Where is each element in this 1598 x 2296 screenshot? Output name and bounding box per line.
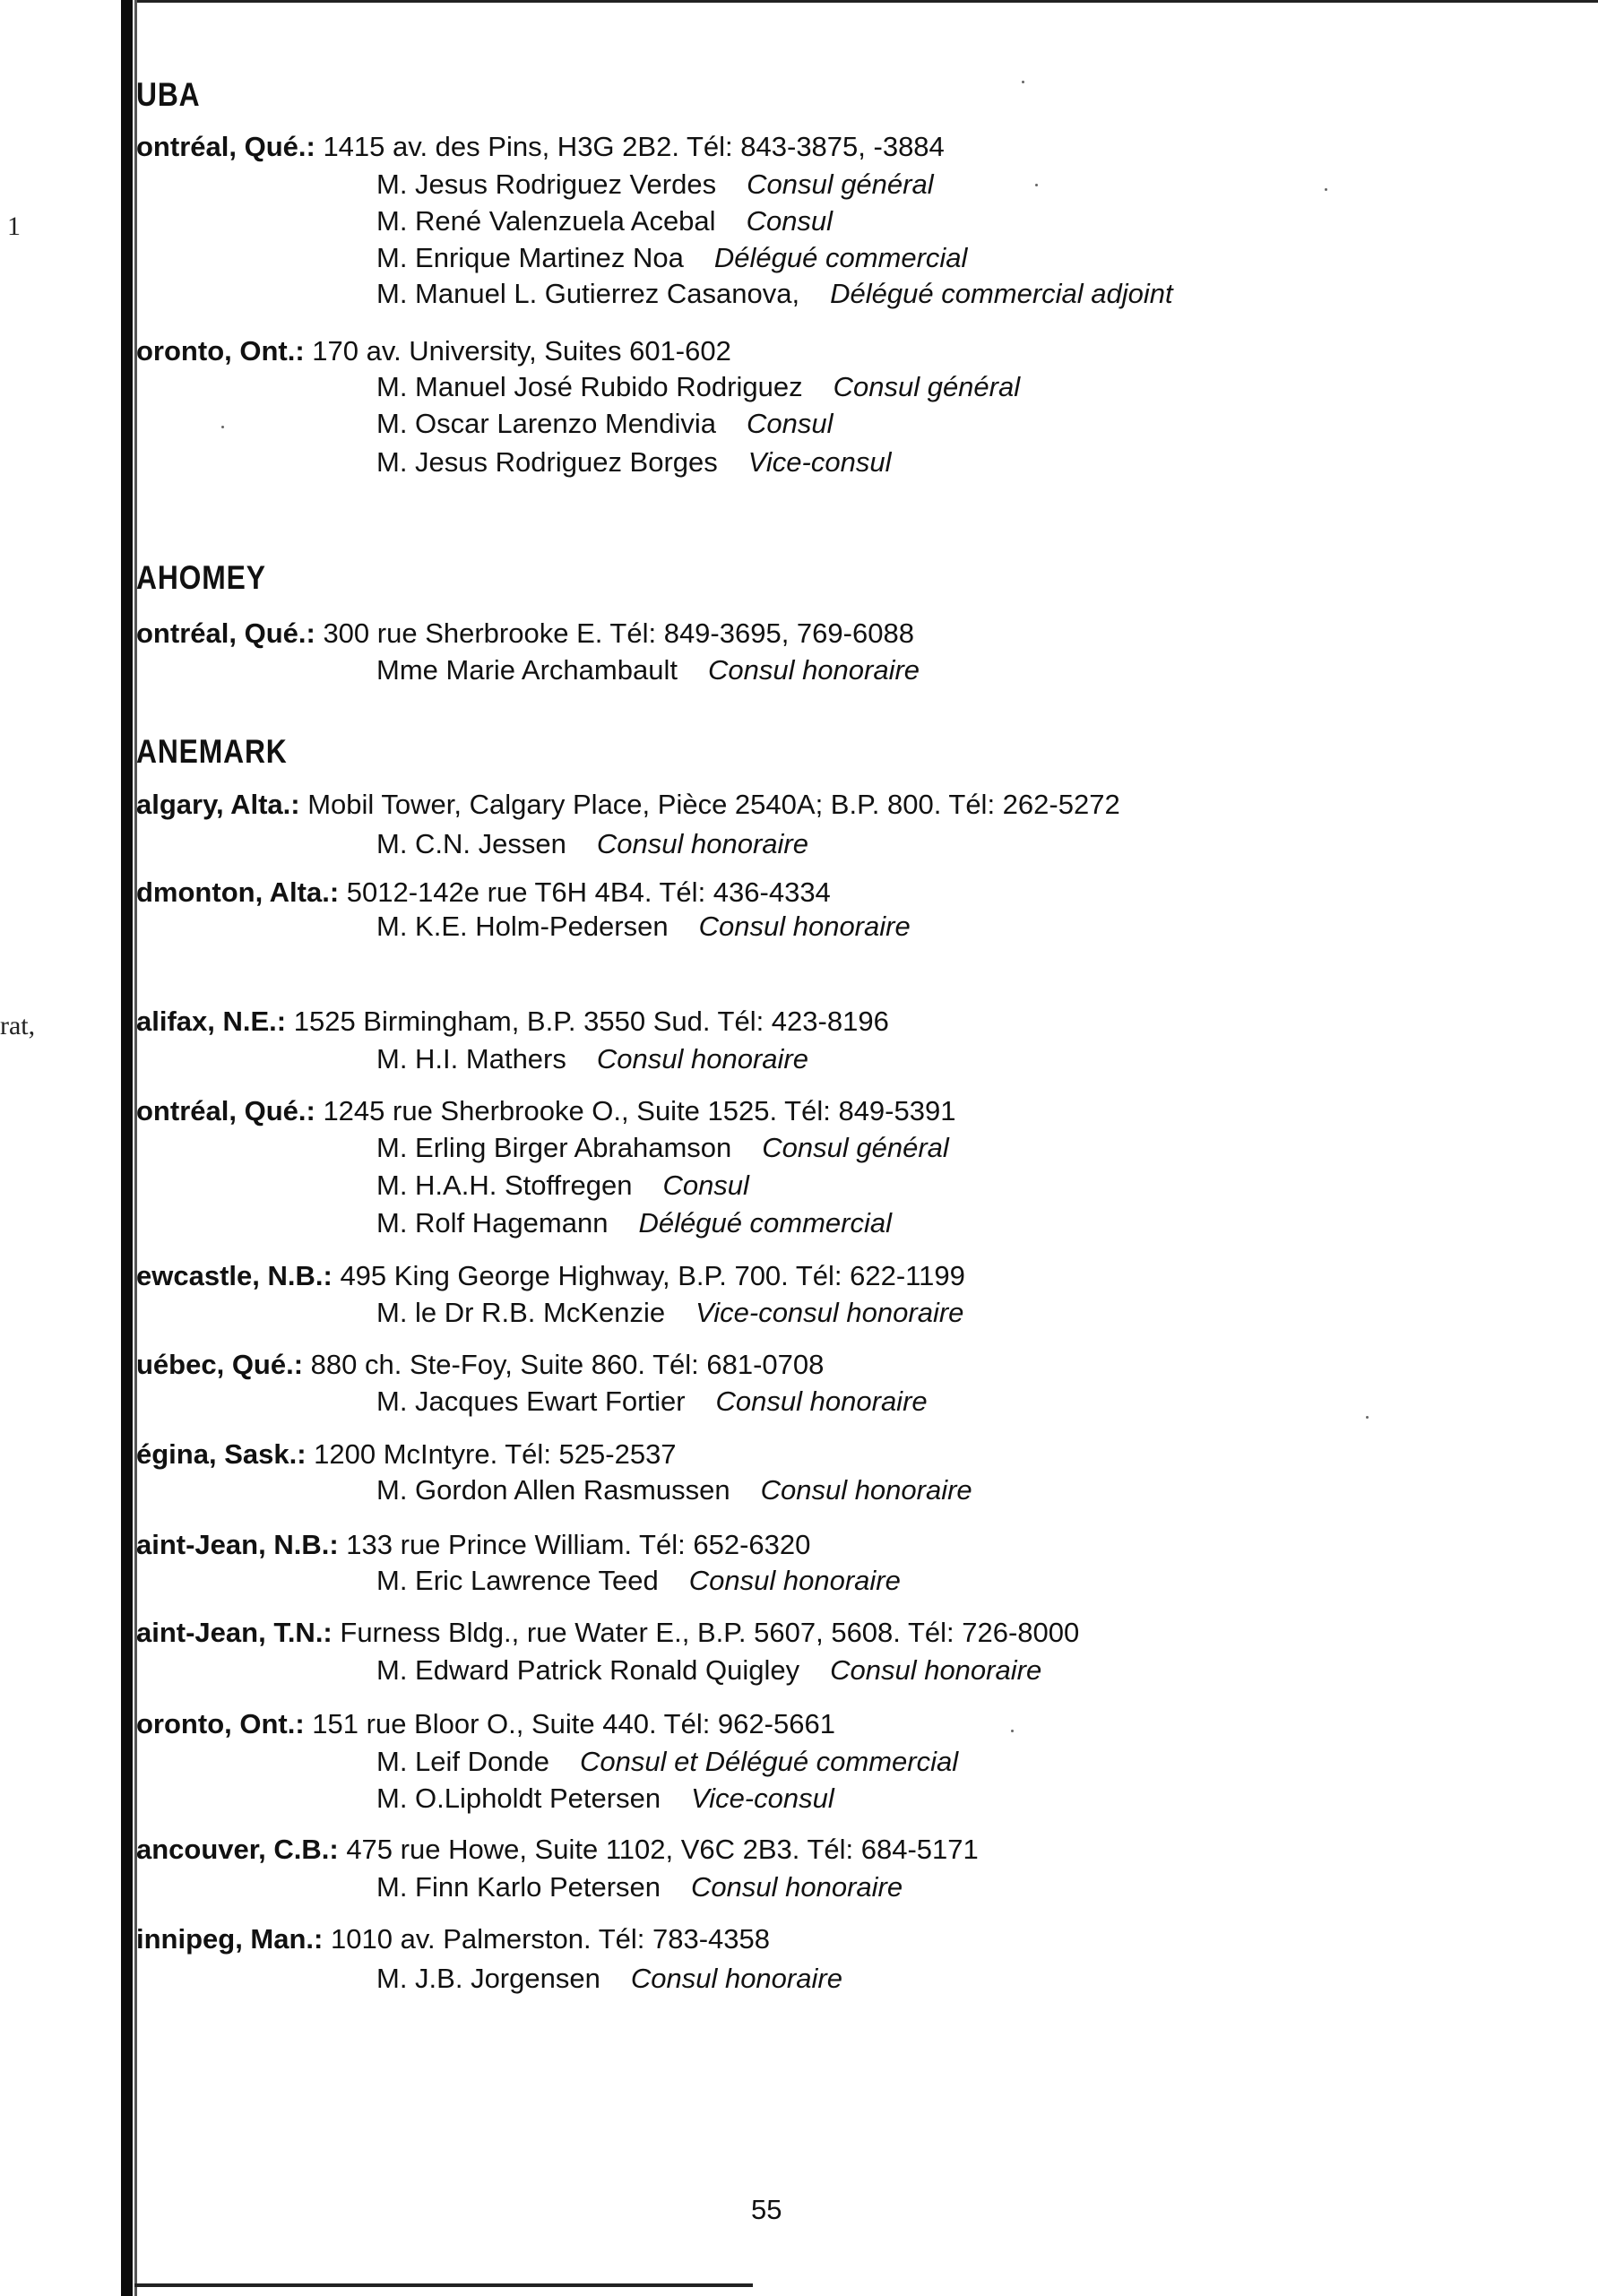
person-title: Consul [747,408,834,439]
person-title: Vice-consul [747,446,892,478]
person-title: Consul honoraire [760,1474,972,1506]
page-number: 55 [751,2194,782,2225]
location-address-line [136,1529,810,1561]
scan-speck [1325,188,1327,191]
person-title: Vice-consul honoraire [695,1297,964,1328]
person-name: M. H.I. Mathers [376,1043,566,1075]
person-title: Consul honoraire [596,1043,808,1075]
person-title: Consul honoraire [688,1565,901,1596]
person-entry [376,205,833,237]
location-city: oronto, Ont.: [136,335,305,367]
person-title: Vice-consul [691,1782,834,1814]
location-address: 1525 Birmingham, B.P. 3550 Sud. Tél: 423-8196 [293,1006,889,1037]
section-heading: ANEMARK [136,733,288,770]
person-title: Consul et Délégué commercial [580,1746,959,1777]
location-address-line [136,1834,979,1866]
person-title: Consul [662,1170,749,1201]
scan-speck [1035,184,1038,186]
person-title: Consul honoraire [691,1871,903,1903]
location-address: 495 King George Highway, B.P. 700. Tél: 622-1199 [340,1260,965,1291]
location-address: 5012-142e rue T6H 4B4. Tél: 436-4334 [346,876,831,908]
location-address-line [136,1006,889,1038]
person-entry [376,654,920,686]
margin-note: 1 [7,211,21,241]
person-name: M. Finn Karlo Petersen [376,1871,661,1903]
person-entry [376,1654,1041,1687]
location-address-line [136,1349,824,1381]
person-name: M. K.E. Holm-Pedersen [376,911,669,942]
bottom-edge-line [134,2283,753,2287]
location-address: 1010 av. Palmerston. Tél: 783-4358 [331,1923,770,1955]
location-address: 880 ch. Ste-Foy, Suite 860. Tél: 681-0708 [310,1349,825,1380]
person-entry [376,1565,901,1597]
person-name: M. Eric Lawrence Teed [376,1565,659,1596]
person-entry [376,1385,928,1418]
person-entry [376,1170,749,1202]
binding-shadow [121,0,133,2296]
person-title: Consul honoraire [596,828,808,859]
location-city: égina, Sask.: [136,1438,307,1470]
person-entry [376,828,808,860]
person-entry [376,1782,834,1815]
person-name: M. Leif Donde [376,1746,549,1777]
scan-speck [1366,1416,1369,1419]
location-city: ancouver, C.B.: [136,1834,339,1865]
person-title: Délégué commercial [713,242,968,273]
person-name: M. H.A.H. Stoffregen [376,1170,633,1201]
location-address-line [136,789,1120,821]
person-title: Consul honoraire [715,1385,928,1417]
person-name: M. Rolf Hagemann [376,1207,609,1239]
person-entry [376,1207,892,1239]
person-title: Consul honoraire [830,1654,1042,1686]
location-city: ontréal, Qué.: [136,131,315,162]
person-name: M. Enrique Martinez Noa [376,242,684,273]
location-address-line [136,131,945,163]
person-name: M. Edward Patrick Ronald Quigley [376,1654,800,1686]
location-city: aint-Jean, T.N.: [136,1617,333,1648]
location-address: Mobil Tower, Calgary Place, Pièce 2540A; B.P. 800. Tél: 262-5272 [307,789,1120,820]
person-title: Consul honoraire [707,654,920,686]
person-entry [376,911,911,943]
location-address-line [136,1617,1079,1649]
section-heading: UBA [136,76,201,113]
person-name: M. Gordon Allen Rasmussen [376,1474,730,1506]
person-name: M. Jesus Rodriguez Verdes [376,168,717,200]
person-entry [376,1297,963,1329]
scan-speck [221,426,224,428]
person-name: M. Jacques Ewart Fortier [376,1385,686,1417]
scan-speck [1011,1730,1014,1732]
location-city: aint-Jean, N.B.: [136,1529,339,1560]
location-city: ontréal, Qué.: [136,1095,315,1126]
person-entry [376,1043,808,1075]
location-city: uébec, Qué.: [136,1349,304,1380]
person-entry [376,242,967,274]
person-name: M. Erling Birger Abrahamson [376,1132,732,1163]
section-heading: AHOMEY [136,559,266,596]
person-entry [376,1132,949,1164]
person-title: Consul général [762,1132,949,1163]
person-entry [376,1474,972,1506]
person-name: M. Jesus Rodriguez Borges [376,446,718,478]
person-title: Délégué commercial adjoint [830,278,1173,309]
person-name: M. Manuel L. Gutierrez Casanova, [376,278,800,309]
location-address-line [136,1923,770,1955]
location-address: 1245 rue Sherbrooke O., Suite 1525. Tél: 849-5391 [323,1095,956,1126]
person-entry [376,168,934,201]
location-address: 170 av. University, Suites 601-602 [312,335,731,367]
location-address: 1200 McIntyre. Tél: 525-2537 [314,1438,677,1470]
location-address-line [136,1095,955,1127]
location-city: alifax, N.E.: [136,1006,287,1037]
person-name: M. C.N. Jessen [376,828,566,859]
location-address: 151 rue Bloor O., Suite 440. Tél: 962-5661 [312,1708,835,1739]
location-address-line [136,1708,835,1740]
person-title: Consul général [833,371,1021,402]
location-city: innipeg, Man.: [136,1923,324,1955]
location-city: ewcastle, N.B.: [136,1260,333,1291]
location-address-line [136,335,731,367]
person-entry [376,1871,903,1903]
person-name: M. O.Lipholdt Petersen [376,1782,661,1814]
location-address-line [136,1438,677,1471]
location-city: dmonton, Alta.: [136,876,340,908]
location-address: 475 rue Howe, Suite 1102, V6C 2B3. Tél: 684-5171 [346,1834,979,1865]
person-name: M. J.B. Jorgensen [376,1963,600,1994]
person-title: Consul [746,205,834,237]
person-title: Consul honoraire [630,1963,842,1994]
margin-note: rat, [0,1011,36,1040]
location-city: ontréal, Qué.: [136,617,315,649]
location-address: 300 rue Sherbrooke E. Tél: 849-3695, 769-6088 [323,617,914,649]
location-address: 133 rue Prince William. Tél: 652-6320 [346,1529,811,1560]
person-entry [376,1963,842,1995]
person-name: M. Manuel José Rubido Rodriguez [376,371,803,402]
scan-speck [1022,81,1024,83]
person-title: Consul honoraire [698,911,911,942]
location-address-line [136,876,831,909]
top-edge-line [134,0,1598,3]
person-name: Mme Marie Archambault [376,654,678,686]
person-title: Délégué commercial [638,1207,893,1239]
person-name: M. René Valenzuela Acebal [376,205,716,237]
location-city: algary, Alta.: [136,789,300,820]
location-address: 1415 av. des Pins, H3G 2B2. Tél: 843-3875, -3884 [323,131,945,162]
location-address: Furness Bldg., rue Water E., B.P. 5607, 5608. Tél: 726-8000 [340,1617,1080,1648]
location-address-line [136,617,914,650]
location-address-line [136,1260,965,1292]
person-name: M. le Dr R.B. McKenzie [376,1297,666,1328]
person-title: Consul général [747,168,934,200]
person-entry [376,1746,958,1778]
location-city: oronto, Ont.: [136,1708,305,1739]
person-entry [376,278,1173,310]
person-entry [376,446,891,479]
person-name: M. Oscar Larenzo Mendivia [376,408,717,439]
person-entry [376,371,1020,403]
person-entry [376,408,834,440]
